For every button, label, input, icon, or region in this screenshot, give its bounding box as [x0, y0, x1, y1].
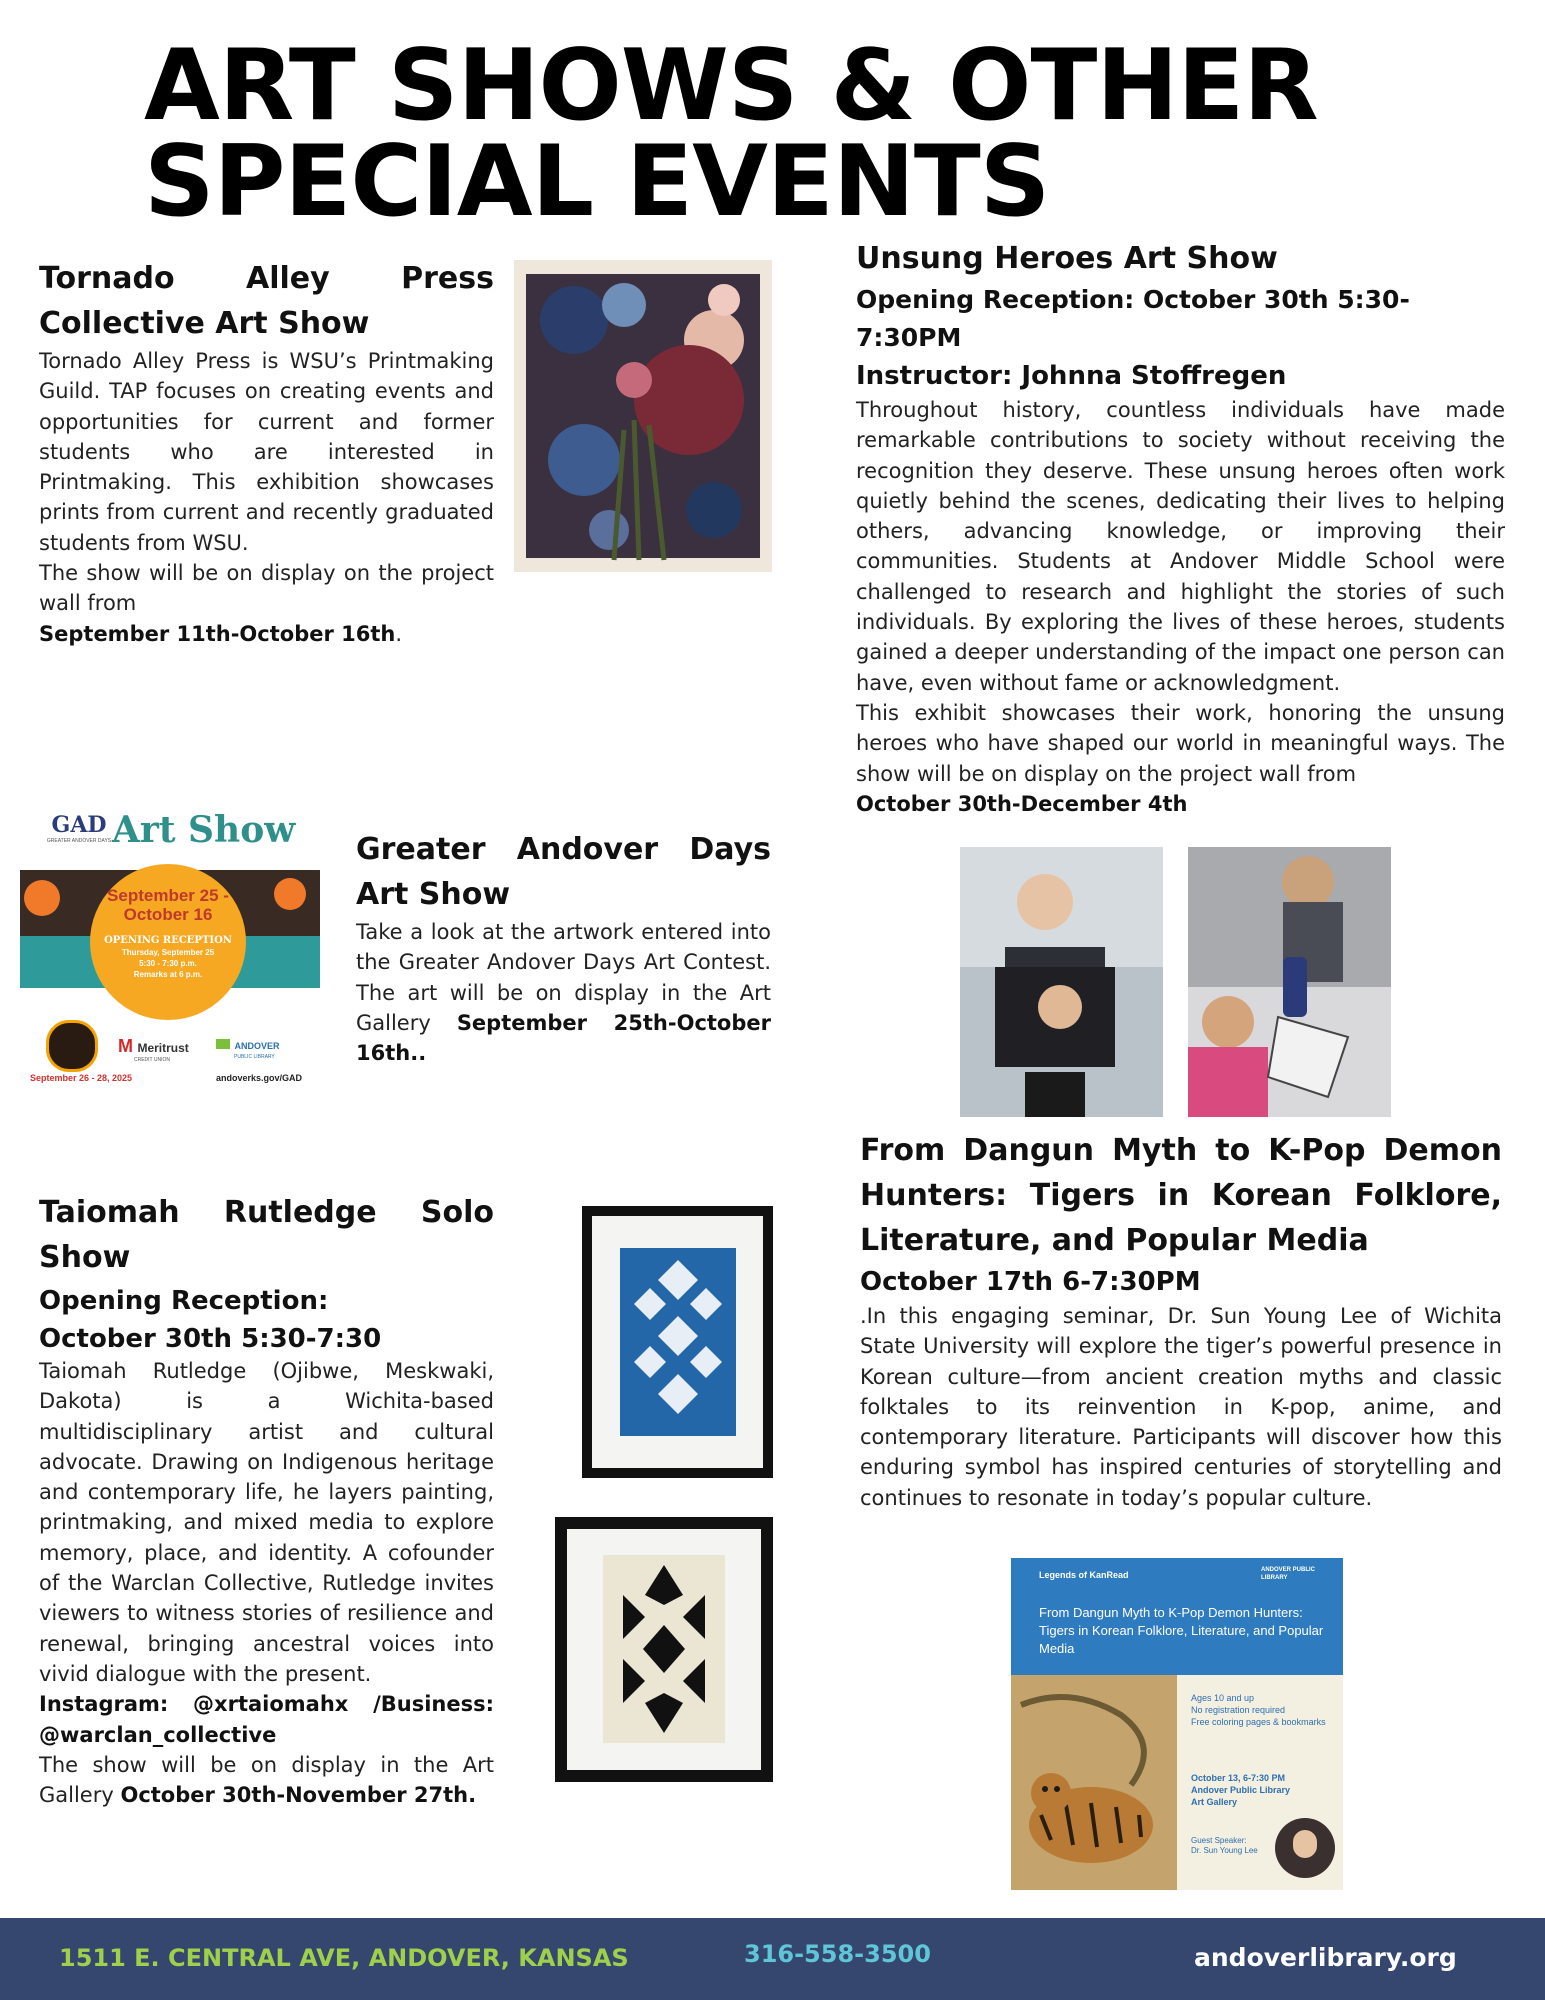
taiomah-display-text: The show will be on display in the Art Gallery — [39, 1752, 494, 1808]
gad-poster — [20, 808, 320, 1090]
dangun-flyer-speaker — [1191, 1836, 1271, 1856]
taiomah-reception-line2: October 30th 5:30-7:30 — [39, 1324, 382, 1354]
tornado-display-text: The show will be on display on the project wall from — [39, 561, 494, 616]
dangun-flyer-tiger-painting — [1011, 1675, 1177, 1890]
gad-poster-when-l2: 5:30 - 7:30 p.m. — [139, 959, 197, 968]
tornado-artwork-image — [514, 260, 772, 572]
taiomah-reception-line1: Opening Reception: — [39, 1286, 329, 1316]
dangun-flyer-title: From Dangun Myth to K-Pop Demon Hunters: Tigers in Korean Folklore, Literature, and Popular Media — [1039, 1605, 1324, 1656]
gad-sponsor2-sub: PUBLIC LIBRARY — [234, 1054, 275, 1060]
dangun-flyer-speaker-l2: Dr. Sun Young Lee — [1191, 1846, 1258, 1855]
gad-heading-line1: Greater Andover Days — [356, 832, 771, 867]
unsung-heading: Unsung Heroes Art Show — [856, 241, 1278, 276]
dangun-flyer-place-l2: Art Gallery — [1191, 1797, 1238, 1807]
page-title-line1: ART SHOWS & OTHER — [144, 29, 1318, 143]
dangun-body: .In this engaging seminar, Dr. Sun Young Lee of Wichita State University will explore the tiger’s powerful presence in Korean culture—from ancient creation myths and classic folktales to its reinvention in K-pop, anime, and contemporary literature. Participants will discover how this enduring symbol has inspired centuries of storytelling and continues to resonate in today’s popular culture. — [860, 1304, 1502, 1510]
dangun-section — [860, 1128, 1502, 1513]
dangun-flyer-bullet-2: No registration required — [1191, 1705, 1286, 1715]
tornado-heading-line1: Tornado Alley Press — [39, 261, 494, 296]
taiomah-artwork-blue-print — [582, 1206, 773, 1478]
dangun-flyer — [1011, 1558, 1343, 1890]
dangun-flyer-speaker-photo — [1275, 1818, 1335, 1878]
gad-sponsor1-sub: CREDIT UNION — [134, 1057, 171, 1063]
unsung-section — [856, 236, 1505, 819]
tornado-heading-line2: Collective Art Show — [39, 306, 370, 341]
gad-logo — [44, 812, 114, 845]
gad-poster-reception: OPENING RECEPTION — [104, 935, 232, 946]
gad-body — [356, 917, 771, 1068]
page-title — [144, 29, 1444, 239]
gad-poster-when-l3: Remarks at 6 p.m. — [133, 970, 203, 979]
taiomah-heading-line1: Taiomah Rutledge Solo — [39, 1195, 494, 1230]
dangun-flyer-speaker-l1: Guest Speaker: — [1191, 1836, 1247, 1845]
gad-sponsor2 — [216, 1036, 279, 1060]
tornado-dates: September 11th-October 16th — [39, 621, 396, 646]
footer-website[interactable]: andoverlibrary.org — [1194, 1943, 1457, 1972]
gad-poster-date-l1: September 25 - — [107, 886, 229, 905]
dangun-heading-line1: From Dangun Myth to K-Pop Demon — [860, 1133, 1502, 1168]
dangun-flyer-details — [1191, 1772, 1336, 1808]
unsung-instructor: Instructor: Johnna Stoffregen — [856, 361, 1287, 391]
taiomah-display — [39, 1750, 494, 1811]
dangun-flyer-bullet-1: Ages 10 and up — [1191, 1693, 1255, 1703]
gad-logo-text: GAD — [51, 812, 107, 838]
taiomah-body: Taiomah Rutledge (Ojibwe, Meskwaki, Dakota) is a Wichita-based multidisciplinary artist and cultural advocate. Drawing on Indigenous heritage and contemporary life, he layers painting, printmaking, and mixed media to explore memory, place, and identity. A cofounder of the Warclan Collective, Rutledge invites viewers to witness stories of resilience and renewal, bringing ancestral voices into vivid dialogue with the present. — [39, 1359, 494, 1686]
page-title-line2: SPECIAL EVENTS — [144, 125, 1050, 239]
gad-body-text: Take a look at the artwork entered into the Greater Andover Days Art Contest. The art will be on display in the Art Gallery — [356, 920, 771, 1035]
taiomah-social: Instagram: @xrtaiomahx /Business: @warclan_collective — [39, 1692, 494, 1747]
tornado-body: Tornado Alley Press is WSU’s Printmaking Guild. TAP focuses on creating events and opportunities for current and former students who are interested in Printmaking. This exhibition showcases prints from current and recently graduated students from WSU. — [39, 349, 494, 555]
footer-address: 1511 E. CENTRAL AVE, ANDOVER, KANSAS — [59, 1944, 629, 1972]
taiomah-artwork-black-print — [555, 1517, 773, 1782]
gad-section — [356, 827, 771, 1068]
unsung-reception: Opening Reception: October 30th 5:30-7:30PM — [856, 285, 1410, 352]
dangun-flyer-series: Legends of KanRead — [1039, 1570, 1129, 1580]
dangun-heading-line2: Hunters: Tigers in Korean Folklore, — [860, 1178, 1502, 1213]
gad-sponsor1 — [118, 1036, 189, 1063]
gad-poster-url: andoverks.gov/GAD — [216, 1073, 303, 1083]
dangun-when: October 17th 6-7:30PM — [860, 1267, 1201, 1297]
dangun-flyer-header — [1011, 1558, 1343, 1675]
gad-dates: September 25th-October 16th.. — [356, 1010, 771, 1066]
gad-sponsor2-name: ANDOVER — [234, 1041, 280, 1051]
footer-phone[interactable]: 316-558-3500 — [744, 1940, 931, 1968]
dangun-flyer-library: ANDOVER PUBLIC LIBRARY — [1261, 1567, 1316, 1581]
andover-library-icon — [216, 1039, 230, 1049]
gad-sponsor1-name: Meritrust — [137, 1041, 189, 1055]
gad-logo-sub: GREATER ANDOVER DAYS — [46, 838, 112, 844]
unsung-body2: This exhibit showcases their work, honoring the unsung heroes who have shaped our world in meaningful ways. The show will be on display on the project wall from — [856, 700, 1505, 786]
gad-sunflower-logo — [46, 1020, 98, 1072]
gad-poster-title: Art Show — [112, 809, 296, 851]
unsung-photo-students-working — [1188, 847, 1391, 1117]
gad-festival-dates: September 26 - 28, 2025 — [30, 1073, 133, 1083]
gad-heading-line2: Art Show — [356, 877, 511, 912]
dangun-flyer-date: October 13, 6-7:30 PM — [1191, 1773, 1286, 1783]
meritrust-icon: M — [118, 1036, 133, 1056]
gad-poster-when-l1: Thursday, September 25 — [121, 948, 215, 957]
gad-poster-date-circle — [90, 864, 246, 1020]
dangun-heading-line3: Literature, and Popular Media — [860, 1223, 1369, 1258]
tornado-dates-suffix: . — [395, 621, 403, 646]
taiomah-section — [39, 1190, 494, 1810]
unsung-body: Throughout history, countless individuals have made remarkable contributions to society without receiving the recognition they deserve. These unsung heroes often work quietly behind the scenes, dedicating their lives to helping others, advancing knowledge, or improving their communities. Students at Andover Middle School were challenged to research and highlight the stories of such individuals. By exploring the lives of these heroes, students gained a deeper understanding of the impact one person can have, even without fame or acknowledgment. — [856, 398, 1505, 695]
taiomah-heading-line2: Show — [39, 1240, 131, 1275]
unsung-photo-student-portrait — [960, 847, 1163, 1117]
unsung-dates: October 30th-December 4th — [856, 791, 1188, 816]
tornado-section — [39, 256, 494, 649]
gad-poster-date-l2: October 16 — [123, 905, 213, 924]
taiomah-dates: October 30th-November 27th. — [120, 1783, 477, 1808]
dangun-flyer-bullet-3: Free coloring pages & bookmarks — [1191, 1717, 1326, 1727]
dangun-flyer-place-l1: Andover Public Library — [1191, 1785, 1291, 1795]
dangun-flyer-bullets — [1191, 1692, 1336, 1728]
